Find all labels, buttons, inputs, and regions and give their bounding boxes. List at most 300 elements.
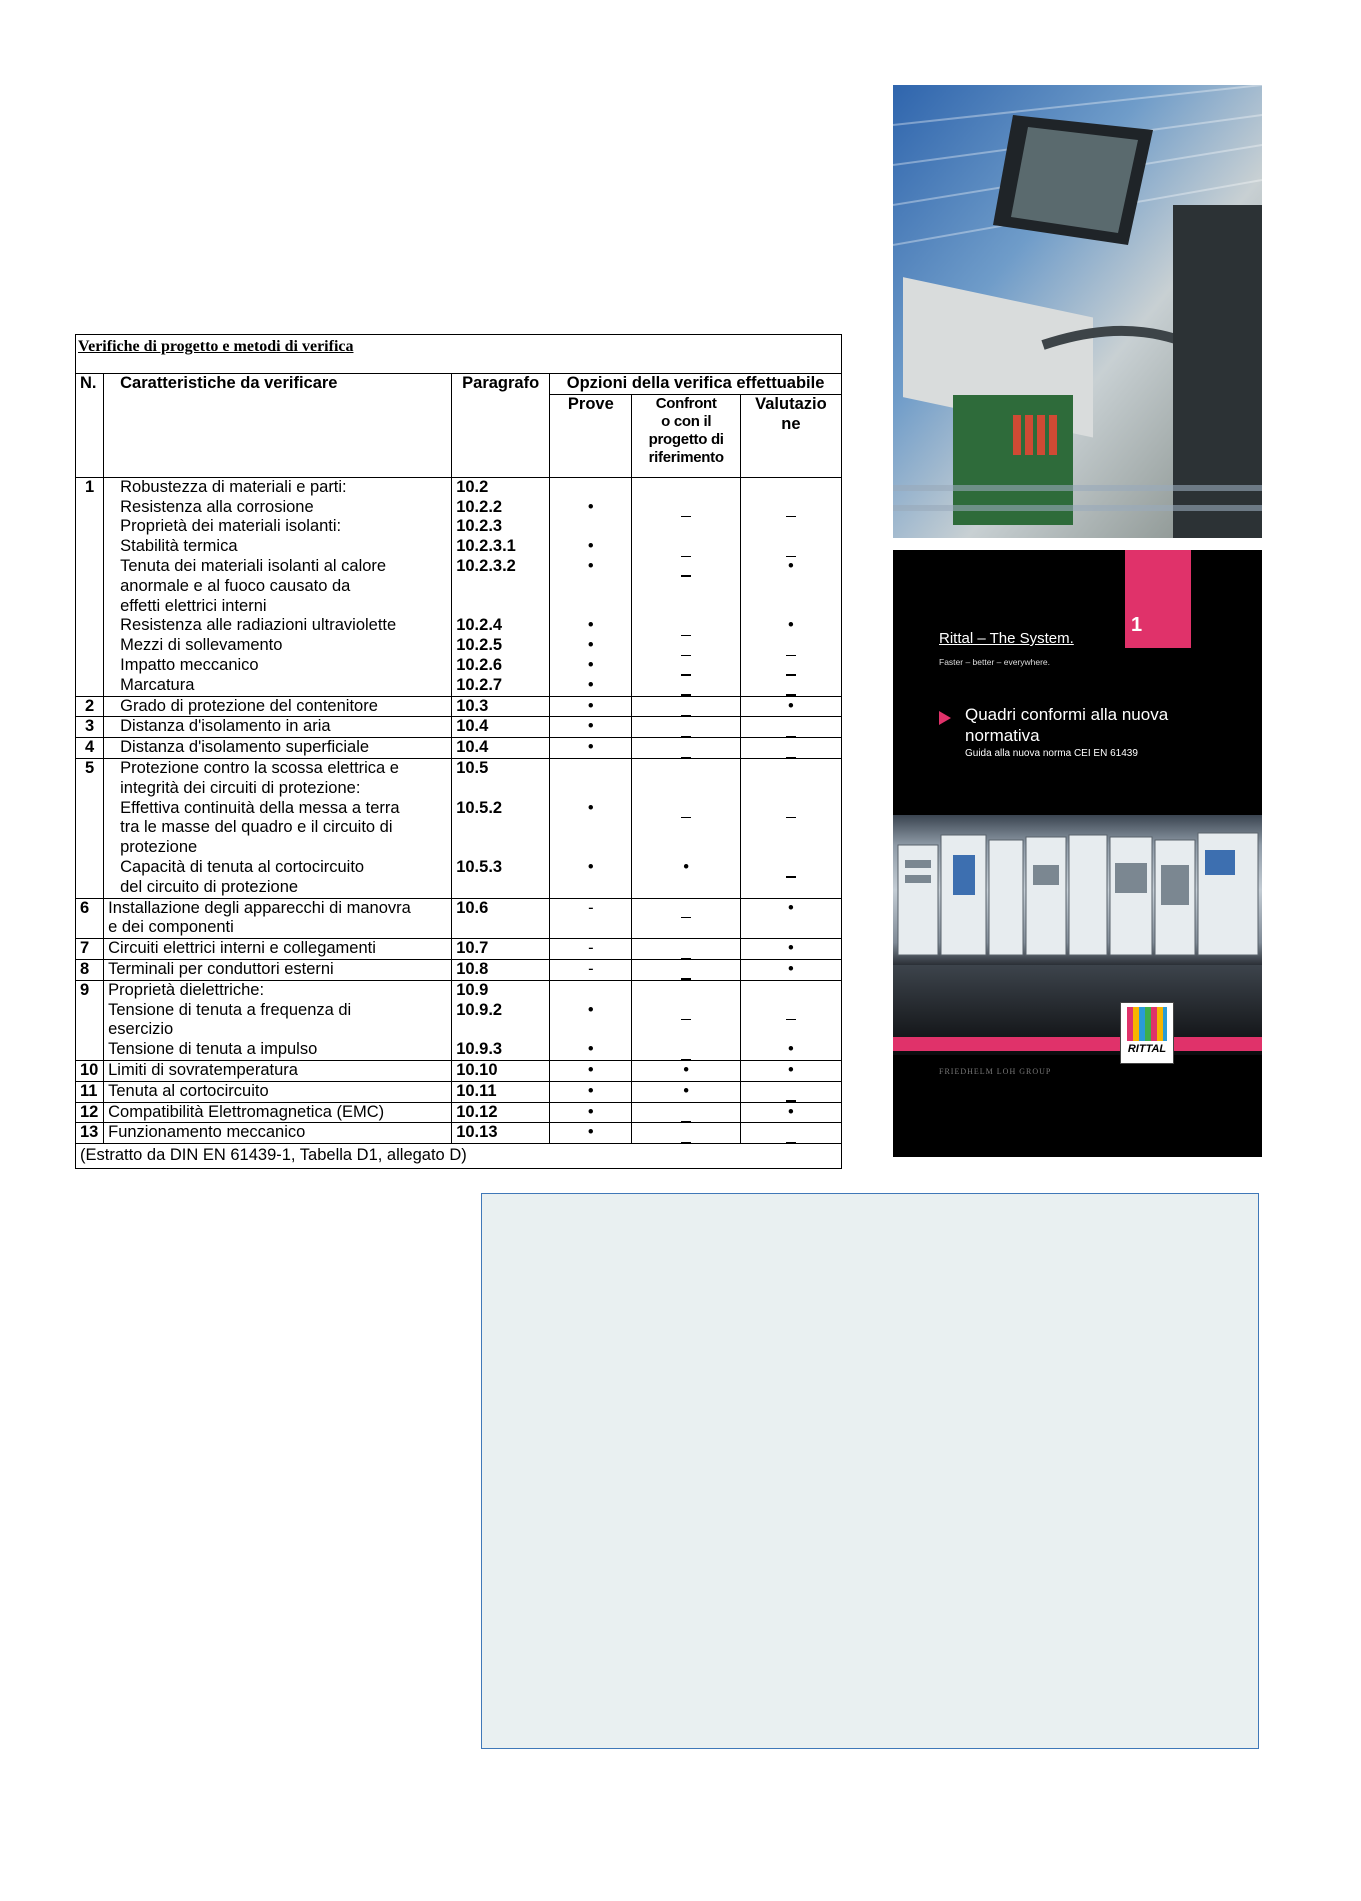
applicable-mark: • [587,675,594,694]
dash-icon [681,694,691,695]
not-applicable-mark [636,1123,735,1143]
row-prove [550,696,632,717]
cell-mark [554,1020,627,1040]
header-n: N. [76,374,104,478]
paragraph-ref: 10.2.5 [456,636,503,655]
cell-mark [554,818,627,838]
dash-icon [786,1019,796,1020]
paragraph-ref: 10.9.2 [456,1000,503,1019]
characteristic-text: anormale e al fuoco causato da [120,576,351,595]
row-confronto [632,980,740,1060]
row-characteristic [104,1081,452,1102]
characteristic-text: Resistenza alle radiazioni ultraviolette [120,616,397,635]
table-row [76,477,842,696]
paragraph-ref: 10.5.2 [456,798,503,817]
dash-icon [786,516,796,517]
row-valutazione [740,738,841,759]
not-applicable-mark [745,858,837,878]
not-applicable-mark [745,717,837,737]
dash-icon [786,1100,796,1101]
cell-mark [745,577,837,597]
header-confronto-line: o con il [661,412,712,430]
characteristic-text: Impatto meccanico [120,655,259,674]
header-valutazione-line: Valutazio [755,394,827,413]
cell-mark [745,818,837,838]
row-characteristic [104,1060,452,1081]
dash-icon [681,1121,691,1122]
not-applicable-mark [636,717,735,737]
paragraph-ref: 10.2.3.1 [456,537,516,556]
characteristic-text: Terminali per conduttori esterni [108,959,334,978]
control-panel-photo [893,85,1262,538]
row-valutazione [740,898,841,939]
row-prove [550,1123,632,1144]
brochure-tagline: Faster – better – everywhere. [939,657,1051,667]
table-row [76,1081,842,1102]
row-valutazione [740,1102,841,1123]
row-characteristic [104,1102,452,1123]
table-row [76,939,842,960]
applicable-mark: • [587,1081,594,1100]
not-applicable-mark [745,636,837,656]
row-valutazione [740,696,841,717]
row-number: 12 [76,1102,104,1123]
row-paragraph [452,758,550,898]
characteristic-text: Distanza d'isolamento superficiale [120,738,370,757]
characteristic-text: effetti elettrici interni [120,596,267,615]
cell-mark [554,878,627,898]
accent-strip [893,1037,1262,1051]
cell-mark [636,1020,735,1040]
cell-mark: - [588,959,594,978]
cell-mark [636,759,735,779]
paragraph-ref: 10.2.3.2 [456,556,516,575]
table-row [76,738,842,759]
row-number: 6 [76,898,104,939]
paragraph-ref: 10.2.3 [456,517,503,536]
paragraph-ref: 10.8 [456,959,489,978]
dash-icon [681,575,691,576]
row-paragraph [452,696,550,717]
characteristic-text: Tenuta al cortocircuito [108,1081,269,1100]
rittal-logo [1120,1002,1174,1064]
row-prove [550,1060,632,1081]
paragraph-ref [456,1020,545,1040]
characteristic-text: Compatibilità Elettromagnetica (EMC) [108,1102,385,1121]
row-confronto [632,939,740,960]
cell-mark [745,838,837,858]
applicable-mark: • [587,497,594,516]
header-valutazione [740,394,841,477]
dash-icon [681,516,691,517]
cell-mark [554,597,627,617]
brochure-footer: FRIEDHELM LOH GROUP [939,1067,1052,1076]
paragraph-ref [456,818,545,838]
characteristic-text: Protezione contro la scossa elettrica e [120,758,399,777]
header-confronto-line: riferimento [648,448,724,466]
row-number: 1 [76,477,104,696]
paragraph-ref [456,779,545,799]
not-applicable-mark [636,939,735,959]
row-prove [550,939,632,960]
characteristic-text: Grado di protezione del contenitore [120,696,378,715]
row-paragraph [452,1081,550,1102]
applicable-mark: • [788,939,794,958]
row-characteristic [104,898,452,939]
cell-mark [554,478,627,498]
paragraph-ref: 10.2.6 [456,655,503,674]
row-valutazione [740,1123,841,1144]
header-paragrafo: Paragrafo [452,374,550,478]
row-paragraph [452,959,550,980]
characteristic-text: esercizio [108,1020,174,1039]
not-applicable-mark [745,1123,837,1143]
applicable-mark: • [587,696,594,715]
not-applicable-mark [745,537,837,557]
row-number: 3 [76,717,104,738]
cell-mark [745,981,837,1001]
cell-mark [745,597,837,617]
paragraph-ref: 10.5 [456,758,489,777]
not-applicable-mark [636,899,735,919]
row-prove [550,738,632,759]
not-applicable-mark [745,498,837,518]
row-number: 10 [76,1060,104,1081]
table-title-text: Verifiche di progetto e metodi di verifica [78,338,354,355]
characteristic-text: Mezzi di sollevamento [120,636,283,655]
row-paragraph [452,980,550,1060]
verification-table-container [75,334,842,1169]
not-applicable-mark [636,636,735,656]
characteristic-text: Robustezza di materiali e parti: [120,477,347,496]
applicable-mark: • [587,1000,594,1019]
row-valutazione [740,980,841,1060]
paragraph-ref: 10.9 [456,980,489,999]
not-applicable-mark [636,1001,735,1021]
dash-icon [681,1142,691,1143]
dash-icon [681,1019,691,1020]
characteristic-text: Capacità di tenuta al cortocircuito [120,857,365,876]
applicable-mark: • [683,1060,690,1079]
paragraph-ref: 10.6 [456,898,489,917]
characteristic-text: Tensione di tenuta a frequenza di [108,1000,352,1019]
not-applicable-mark [636,697,735,717]
paragraph-ref: 10.3 [456,696,489,715]
row-characteristic [104,1123,452,1144]
row-confronto [632,738,740,759]
applicable-mark: • [788,898,794,917]
applicable-mark: • [683,1081,690,1100]
paragraph-ref: 10.2.4 [456,616,503,635]
applicable-mark: • [587,537,594,556]
characteristic-text: Funzionamento meccanico [108,1123,306,1142]
dash-icon [786,757,796,758]
paragraph-ref: 10.12 [456,1102,498,1121]
row-prove [550,717,632,738]
header-confronto-line: progetto di [648,430,724,448]
row-valutazione [740,939,841,960]
row-confronto [632,758,740,898]
row-paragraph [452,1102,550,1123]
cell-mark [745,759,837,779]
row-valutazione [740,959,841,980]
not-applicable-mark [636,1103,735,1123]
characteristic-text: e dei componenti [108,918,234,937]
brochure-heading: Quadri conformi alla nuova normativa [965,705,1169,745]
row-confronto [632,1060,740,1081]
dash-icon [681,978,691,979]
row-valutazione [740,717,841,738]
characteristic-text: Marcatura [120,675,195,694]
row-prove [550,980,632,1060]
cell-mark [745,779,837,799]
applicable-mark: • [587,655,594,674]
brochure-number: 1 [1131,614,1143,636]
dash-icon [786,694,796,695]
characteristic-text: tra le masse del quadro e il circuito di [120,818,393,837]
table-row [76,898,842,939]
dash-icon [681,958,691,959]
characteristic-text: Stabilità termica [120,537,238,556]
paragraph-ref: 10.7 [456,939,489,958]
dash-icon [786,1142,796,1143]
header-prove: Prove [550,394,632,477]
cell-mark [554,838,627,858]
applicable-mark: • [587,1102,594,1121]
cell-mark [554,779,627,799]
applicable-mark: • [683,857,690,876]
row-valutazione [740,477,841,696]
paragraph-ref: 10.9.3 [456,1040,503,1059]
applicable-mark: • [788,556,794,575]
not-applicable-mark [636,1040,735,1060]
header-confronto [632,394,740,477]
paragraph-ref [456,577,545,597]
applicable-mark: • [788,1102,794,1121]
row-number: 7 [76,939,104,960]
applicable-mark: • [587,1040,594,1059]
row-prove [550,1102,632,1123]
row-paragraph [452,717,550,738]
characteristic-text: Resistenza alla corrosione [120,497,314,516]
paragraph-ref: 10.4 [456,738,489,757]
paragraph-ref [456,597,545,617]
applicable-mark: • [587,1060,594,1079]
cell-mark [636,517,735,537]
applicable-mark: • [587,717,594,736]
not-applicable-mark [636,537,735,557]
not-applicable-mark [636,676,735,696]
characteristic-text: Proprietà dei materiali isolanti: [120,517,342,536]
not-applicable-mark [745,656,837,676]
applicable-mark: • [788,1060,794,1079]
paragraph-ref: 10.13 [456,1123,498,1142]
cell-mark [554,981,627,1001]
paragraph-ref: 10.5.3 [456,857,503,876]
cell-mark [745,478,837,498]
applicable-mark: • [587,616,594,635]
dash-icon [681,757,691,758]
paragraph-ref: 10.10 [456,1060,498,1079]
switchgear-cabinets-image [893,815,1262,965]
row-valutazione [740,1060,841,1081]
characteristic-text: integrità dei circuiti di protezione: [120,778,361,797]
row-valutazione [740,1081,841,1102]
row-confronto [632,696,740,717]
row-paragraph [452,1123,550,1144]
table-row [76,1060,842,1081]
cell-mark [554,759,627,779]
cell-mark [745,918,837,938]
dash-icon [786,817,796,818]
applicable-mark: • [587,738,594,757]
cell-mark [636,818,735,838]
row-prove [550,477,632,696]
paragraph-ref: 10.4 [456,717,489,736]
row-number: 5 [76,758,104,898]
table-row [76,717,842,738]
row-number: 4 [76,738,104,759]
rittal-logo-text: RITTAL [1127,1043,1167,1055]
paragraph-ref [456,878,545,898]
cell-mark [745,1020,837,1040]
row-number: 8 [76,959,104,980]
rittal-brochure-cover [893,550,1262,1157]
row-paragraph [452,477,550,696]
characteristic-text: Circuiti elettrici interni e collegamenti [108,939,376,958]
characteristic-text: Limiti di sovratemperatura [108,1060,298,1079]
characteristic-text: Installazione degli apparecchi di manovra [108,898,411,917]
row-paragraph [452,898,550,939]
applicable-mark: • [587,636,594,655]
paragraph-ref: 10.2.2 [456,497,503,516]
header-opzioni: Opzioni della verifica effettuabile [550,374,842,395]
not-applicable-mark [636,557,735,577]
table-row [76,959,842,980]
cell-mark [554,918,627,938]
row-paragraph [452,738,550,759]
cell-mark [636,838,735,858]
table-row [76,758,842,898]
dash-icon [681,736,691,737]
row-characteristic [104,738,452,759]
cell-mark [745,517,837,537]
dash-icon [681,917,691,918]
paragraph-ref [456,918,545,938]
paragraph-ref: 10.11 [456,1081,497,1100]
not-applicable-mark [636,738,735,758]
dash-icon [681,817,691,818]
not-applicable-mark [636,616,735,636]
row-characteristic [104,959,452,980]
row-confronto [632,959,740,980]
row-prove [550,959,632,980]
dash-icon [786,736,796,737]
row-confronto [632,1123,740,1144]
not-applicable-mark [745,799,837,819]
row-number: 13 [76,1123,104,1144]
row-paragraph [452,939,550,960]
arrow-icon [939,711,951,725]
row-number: 2 [76,696,104,717]
info-box [481,1193,1259,1749]
cell-mark [745,878,837,898]
row-prove [550,1081,632,1102]
applicable-mark: • [587,556,594,575]
brochure-brand: Rittal – The System. [939,630,1074,647]
header-valutazione-line: ne [781,414,801,433]
not-applicable-mark [745,1082,837,1102]
dash-icon [681,1059,691,1060]
applicable-mark: • [788,959,794,978]
row-characteristic [104,758,452,898]
rittal-logo-bars [1127,1007,1167,1041]
row-confronto [632,1102,740,1123]
header-caratteristiche: Caratteristiche da verificare [104,374,452,478]
row-number: 9 [76,980,104,1060]
paragraph-ref: 10.2 [456,477,489,496]
applicable-mark: • [587,1123,594,1142]
table-footer: (Estratto da DIN EN 61439-1, Tabella D1, allegato D) [76,1144,842,1169]
characteristic-text: Proprietà dielettriche: [108,980,265,999]
dash-icon [681,715,691,716]
cell-mark [636,918,735,938]
not-applicable-mark [636,498,735,518]
cell-mark [554,577,627,597]
row-characteristic [104,696,452,717]
row-characteristic [104,980,452,1060]
not-applicable-mark [745,676,837,696]
row-valutazione [740,758,841,898]
header-confronto-line: Confront [655,394,717,412]
not-applicable-mark [636,799,735,819]
applicable-mark: • [587,798,594,817]
brochure-subheading: Guida alla nuova norma CEI EN 61439 [965,748,1138,759]
dash-icon [786,876,796,877]
cell-mark [636,779,735,799]
paragraph-ref [456,838,545,858]
row-characteristic [104,477,452,696]
not-applicable-mark [745,738,837,758]
verification-table [75,334,842,1169]
cell-mark: - [588,939,594,958]
not-applicable-mark [636,656,735,676]
characteristic-text: Effettiva continuità della messa a terra [120,798,400,817]
applicable-mark: • [788,616,794,635]
row-prove [550,898,632,939]
cell-mark [636,478,735,498]
row-confronto [632,898,740,939]
characteristic-text: protezione [120,838,198,857]
characteristic-text: del circuito di protezione [120,877,299,896]
characteristic-text: Tenuta dei materiali isolanti al calore [120,556,387,575]
table-row [76,1123,842,1144]
cell-mark [636,878,735,898]
not-applicable-mark [636,960,735,980]
cell-mark [636,577,735,597]
paragraph-ref: 10.2.7 [456,675,503,694]
table-row [76,1102,842,1123]
cell-mark [554,517,627,537]
row-confronto [632,717,740,738]
cell-mark: - [588,898,594,917]
not-applicable-mark [745,1001,837,1021]
applicable-mark: • [788,1040,794,1059]
row-number: 11 [76,1081,104,1102]
characteristic-text: Tensione di tenuta a impulso [108,1040,318,1059]
table-title [76,335,842,374]
brochure-number-tag [1125,550,1191,648]
